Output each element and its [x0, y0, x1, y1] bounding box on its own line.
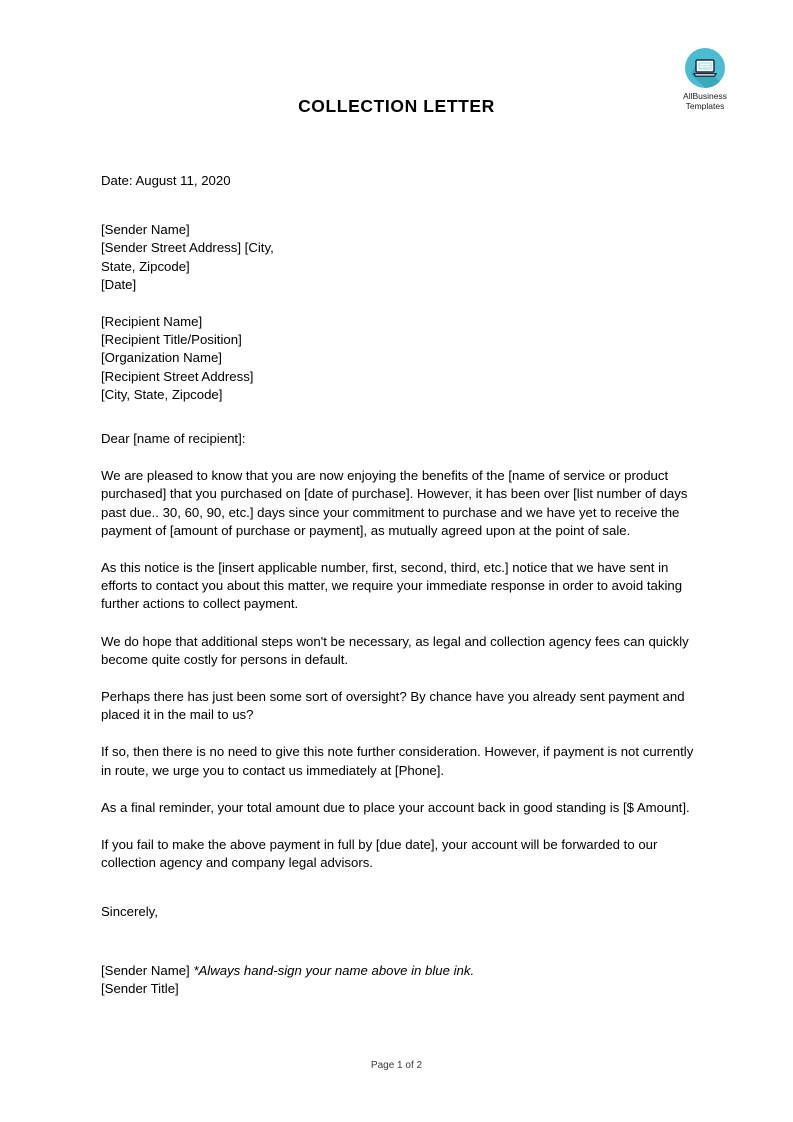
recipient-line: [Recipient Name] [101, 314, 203, 330]
body-paragraph: If so, then there is no need to give this note further consideration. However, if payment is not currently in route, we urge you to contact us immediately at [Phone]. [101, 744, 694, 778]
logo-wordmark-line1: AllBusiness [683, 91, 727, 101]
recipient-address-block [101, 313, 696, 404]
sender-line: [Date] [101, 276, 137, 292]
body-paragraph: If you fail to make the above payment in full by [due date], your account will be forwarded to our collection agency and company legal advisors. [101, 837, 658, 871]
body-paragraph: As a final reminder, your total amount due to place your account back in good standing is [$ Amount]. [101, 799, 690, 815]
laptop-icon [693, 59, 717, 77]
page-title: COLLECTION LETTER [298, 96, 495, 116]
spacer [101, 817, 696, 836]
recipient-line: [City, State, Zipcode] [101, 386, 223, 402]
spacer [101, 724, 696, 743]
body-paragraph: As this notice is the [insert applicable number, first, second, third, etc.] notice that we have sent in efforts to contact you about this matter, we require your immediate response in order to avoid taking further actions to collect payment. [101, 560, 683, 612]
spacer [101, 404, 696, 430]
recipient-line: [Recipient Title/Position] [101, 332, 242, 348]
spacer [101, 540, 696, 559]
signature-name: [Sender Name] [101, 962, 194, 978]
signature-block [101, 962, 696, 998]
body-paragraph: We are pleased to know that you are now enjoying the benefits of the [name of service or product purchased] that you purchased on [date of purchase]. However, it has been over [list number of days past due.. 30, 60, 90, etc.] days since your commitment to purchase and we have yet to receive the payment of [amount of purchase or payment], as mutually agreed upon at the point of sale. [101, 468, 688, 538]
body-paragraph: We do hope that additional steps won't be necessary, as legal and collection agency fees can quickly become quite costly for persons in default. [101, 633, 689, 667]
sender-line: State, Zipcode] [101, 258, 190, 274]
sender-address-block [101, 221, 696, 294]
spacer [101, 780, 696, 799]
recipient-line: [Recipient Street Address] [101, 368, 254, 384]
sender-line: [Sender Street Address] [City, [101, 240, 274, 256]
signature-note: *Always hand-sign your name above in blue ink. [193, 962, 475, 978]
signature-title: [Sender Title] [101, 980, 179, 996]
spacer [101, 294, 696, 313]
spacer [101, 922, 696, 962]
spacer [101, 669, 696, 688]
logo-wordmark-line2: Templates [685, 101, 725, 111]
signature-line [101, 962, 696, 980]
closing-salutation: Sincerely, [101, 904, 158, 920]
spacer [101, 872, 696, 903]
page-footer: Page 1 of 2 [370, 1060, 423, 1071]
letter-body [101, 172, 696, 998]
spacer [101, 448, 696, 467]
sender-line: [Sender Name] [101, 222, 190, 238]
spacer [101, 614, 696, 633]
recipient-line: [Organization Name] [101, 350, 222, 366]
body-paragraph: Perhaps there has just been some sort of oversight? By chance have you already sent payment and placed it in the mail to us? [101, 689, 685, 723]
logo-circle [685, 48, 725, 88]
date-line: Date: August 11, 2020 [101, 173, 231, 188]
spacer [101, 190, 696, 221]
salutation: Dear [name of recipient]: [101, 431, 246, 447]
